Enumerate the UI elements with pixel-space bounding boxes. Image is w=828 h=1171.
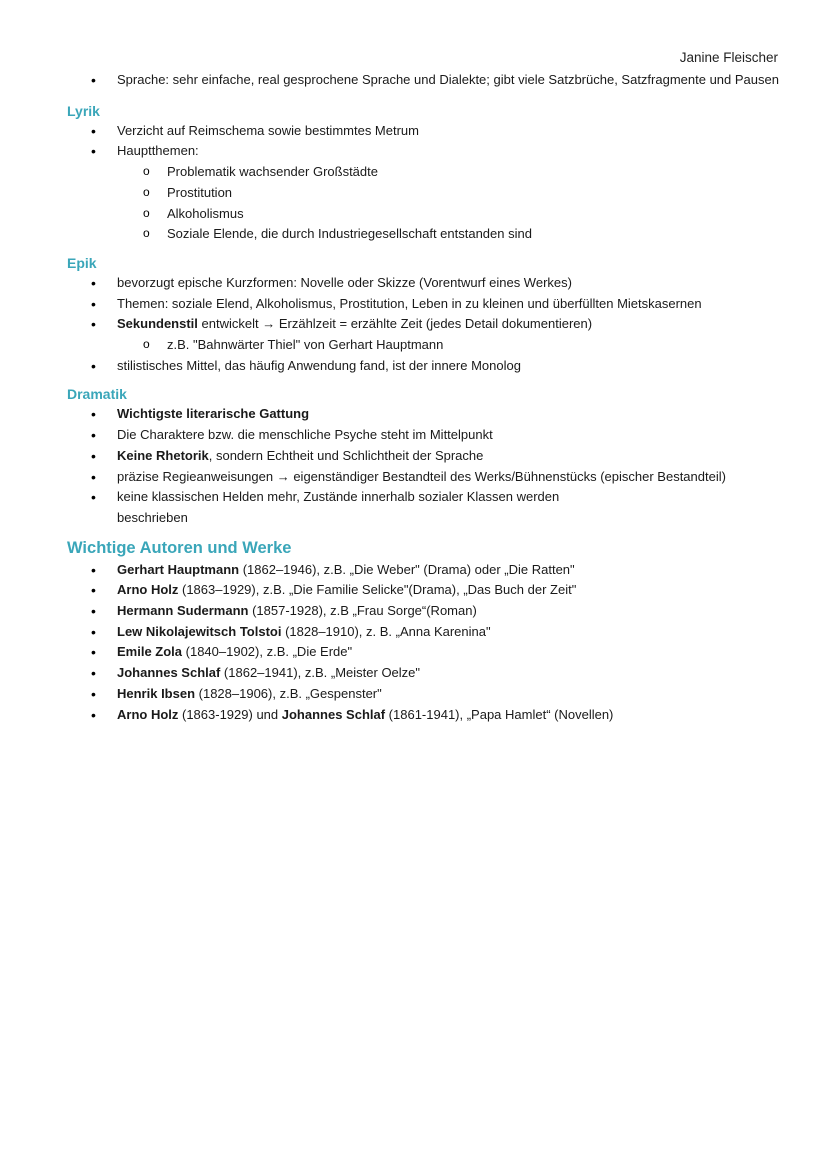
author-works: (1828–1910), z. B. „Anna Karenina" (281, 623, 491, 639)
list-item-text: entwickelt → Erzählzeit = erzählte Zeit (jedes Detail dokumentieren) (197, 316, 593, 332)
author-item (0, 642, 828, 663)
author-works: (1863–1929), z.B. „Die Familie Selicke"(Drama), „Das Buch der Zeit" (178, 582, 577, 598)
author-works: (1828–1906), z.B. „Gespenster" (195, 685, 382, 701)
list-item (0, 446, 828, 467)
heading-epik: Epik (67, 254, 97, 271)
list-item-text: , sondern Echtheit und Schlichtheit der Sprache (208, 447, 484, 463)
author-name-bold: Lew Nikolajewitsch Tolstoi (117, 623, 282, 639)
author-name-bold: Johannes Schlaf (117, 665, 221, 681)
sub-list-item: o Problematik wachsender Großstädte (0, 162, 828, 183)
dramatik-list (0, 404, 828, 528)
list-item (0, 404, 828, 425)
author-name-bold: Gerhart Hauptmann (117, 561, 240, 577)
list-item: • Verzicht auf Reimschema sowie bestimmtes Metrum (0, 121, 828, 142)
author-item (0, 684, 828, 705)
lyrik-list (0, 121, 828, 245)
author-name-bold: Henrik Ibsen (117, 685, 196, 701)
heading-dramatik: Dramatik (67, 386, 127, 403)
author-item (0, 622, 828, 643)
author-works: (1863-1929) und (178, 706, 282, 722)
author-works: (1840–1902), z.B. „Die Erde" (182, 644, 353, 660)
author-works: (1857-1928), z.B „Frau Sorge“(Roman) (248, 603, 477, 619)
sub-list-item: o Soziale Elende, die durch Industriegesellschaft entstanden sind (0, 224, 828, 245)
heading-autoren: Wichtige Autoren und Werke (67, 538, 292, 557)
list-item: • Themen: soziale Elend, Alkoholismus, Prostitution, Leben in zu kleinen und überfüllten Mietskasernen (0, 294, 828, 315)
list-item (0, 314, 828, 335)
list-item-sprache: • Sprache: sehr einfache, real gesprochene Sprache und Dialekte; gibt viele Satzbrüche, Satzfragmente und Pausen (0, 70, 828, 91)
sub-list-item: o Alkoholismus (0, 204, 828, 225)
author-name: Janine Fleischer (679, 50, 778, 65)
author-name-bold: Hermann Sudermann (117, 603, 249, 619)
bold-term: Sekundenstil (117, 316, 198, 332)
bold-term: Wichtigste literarische Gattung (117, 406, 310, 422)
list-item: • Die Charaktere bzw. die menschliche Psyche steht im Mittelpunkt (0, 425, 828, 446)
list-item: • stilistisches Mittel, das häufig Anwendung fand, ist der innere Monolog (0, 356, 828, 377)
author-item (0, 663, 828, 684)
author-name-bold: Johannes Schlaf (281, 706, 386, 722)
bold-term: Keine Rhetorik (117, 447, 209, 463)
document-body (0, 70, 828, 725)
author-works: (1861-1941), „Papa Hamlet“ (Novellen) (385, 706, 614, 722)
sub-list-item: o z.B. "Bahnwärter Thiel" von Gerhart Hauptmann (0, 335, 828, 356)
list-item: • keine klassischen Helden mehr, Zustände innerhalb sozialer Klassen werden beschrieben (0, 487, 828, 528)
list-item: • bevorzugt epische Kurzformen: Novelle oder Skizze (Vorentwurf eines Werkes) (0, 273, 828, 294)
author-works: (1862–1941), z.B. „Meister Oelze" (220, 665, 421, 681)
author-item (0, 705, 828, 726)
list-item: • Hauptthemen: (0, 141, 828, 162)
author-name-bold: Arno Holz (117, 706, 179, 722)
heading-lyrik: Lyrik (67, 102, 100, 119)
epik-list (0, 273, 828, 377)
author-item (0, 601, 828, 622)
sub-list-item: o Prostitution (0, 183, 828, 204)
author-item (0, 560, 828, 581)
autoren-list (0, 560, 828, 726)
author-name-bold: Arno Holz (117, 582, 179, 598)
author-name-bold: Emile Zola (117, 644, 183, 660)
author-item (0, 580, 828, 601)
author-works: (1862–1946), z.B. „Die Weber" (Drama) oder „Die Ratten" (239, 561, 575, 577)
list-item: • präzise Regieanweisungen → eigenständiger Bestandteil des Werks/Bühnenstücks (epischer Bestandteil) (0, 467, 828, 488)
intro-list (0, 70, 828, 91)
